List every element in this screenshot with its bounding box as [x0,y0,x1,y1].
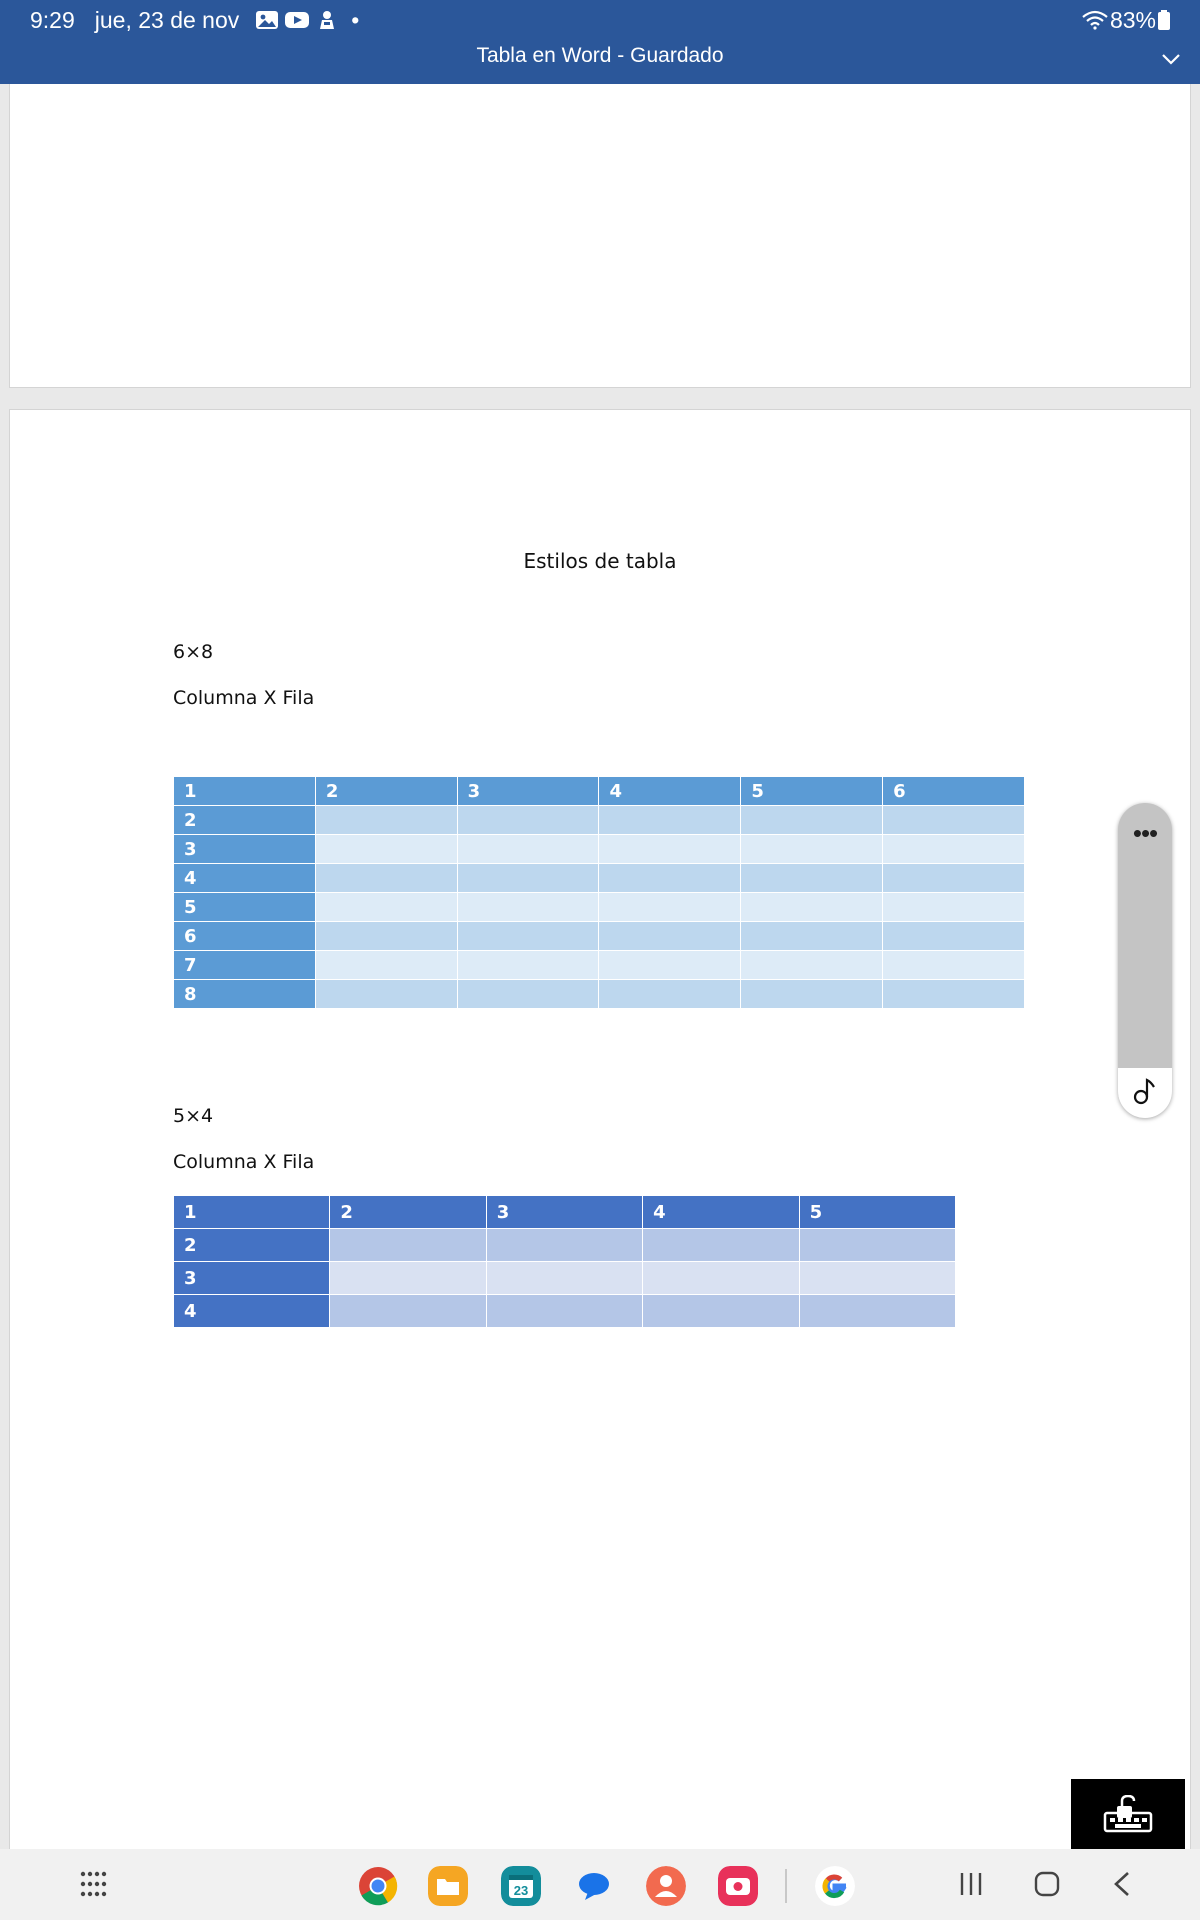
table-cell[interactable] [883,806,1025,835]
table-cell[interactable] [457,893,599,922]
table-row [174,922,1025,951]
table-cell[interactable] [741,980,883,1009]
table-cell[interactable] [741,922,883,951]
messages-icon[interactable] [574,1866,614,1906]
table-cell[interactable] [741,864,883,893]
table-cell[interactable] [883,951,1025,980]
table-cell[interactable] [315,951,457,980]
table-cell[interactable] [799,1229,955,1262]
table-row [174,835,1025,864]
first-column-cell[interactable]: 3 [174,1262,330,1295]
more-notifications-dot: • [351,6,360,33]
table-cell[interactable] [741,806,883,835]
table-cell[interactable] [457,835,599,864]
table-cell[interactable] [799,1262,955,1295]
taskbar [0,1849,1200,1920]
table-cell[interactable] [799,1295,955,1328]
table-cell[interactable] [599,893,741,922]
status-bar [30,4,359,36]
table-cell[interactable] [741,835,883,864]
calendar-day: 23 [513,1883,529,1898]
table-cell[interactable] [643,1295,799,1328]
edge-panel-handle[interactable] [1118,803,1172,1118]
header-cell[interactable]: 3 [486,1196,642,1229]
header-cell[interactable]: 1 [174,1196,330,1229]
status-date: jue, 23 de nov [94,6,240,33]
table-cell[interactable] [486,1229,642,1262]
table2-size-label: 5×4 [173,1105,214,1127]
table-row [174,1262,956,1295]
back-button[interactable] [1112,1871,1132,1897]
title-bar [0,0,1200,84]
table-cell[interactable] [599,922,741,951]
chevron-down-icon[interactable] [1160,48,1182,70]
keyboard-icon [1101,1795,1155,1833]
table-cell[interactable] [741,893,883,922]
youtube-icon [285,10,309,30]
table-cell[interactable] [457,922,599,951]
calendar-icon[interactable] [501,1866,541,1906]
wifi-icon [1082,10,1108,30]
first-column-cell[interactable]: 7 [174,951,316,980]
document-heading: Estilos de tabla [523,549,677,573]
header-cell[interactable]: 4 [599,777,741,806]
first-column-cell[interactable]: 3 [174,835,316,864]
table-cell[interactable] [315,980,457,1009]
table-row [174,951,1025,980]
battery-icon [1158,10,1170,30]
table-cell[interactable] [315,806,457,835]
header-cell[interactable]: 3 [457,777,599,806]
table-cell[interactable] [315,893,457,922]
table-cell[interactable] [599,835,741,864]
table-cell[interactable] [315,864,457,893]
table-row [174,980,1025,1009]
document-page-1[interactable] [9,84,1191,388]
table-cell[interactable] [599,806,741,835]
recent-apps-button[interactable] [958,1871,984,1897]
first-column-cell[interactable]: 8 [174,980,316,1009]
table-row [174,1229,956,1262]
table-cell[interactable] [457,980,599,1009]
table-cell[interactable] [315,835,457,864]
first-column-cell[interactable]: 2 [174,806,316,835]
table-cell[interactable] [643,1229,799,1262]
table-cell[interactable] [330,1262,486,1295]
document-title[interactable]: Tabla en Word - Guardado [476,44,724,67]
header-cell[interactable]: 5 [799,1196,955,1229]
header-cell[interactable]: 1 [174,777,316,806]
table-header-row [174,1196,956,1229]
first-column-cell[interactable]: 4 [174,864,316,893]
status-right [1082,4,1170,36]
table-cell[interactable] [457,864,599,893]
first-column-cell[interactable]: 5 [174,893,316,922]
header-cell[interactable]: 4 [643,1196,799,1229]
table-cell[interactable] [883,922,1025,951]
table-cell[interactable] [883,835,1025,864]
taskbar-divider [785,1869,787,1903]
table1-orientation-label: Columna X Fila [173,687,315,709]
header-cell[interactable]: 5 [741,777,883,806]
apps-grid-icon[interactable] [80,1871,108,1899]
table-cell[interactable] [330,1229,486,1262]
table-cell[interactable] [330,1295,486,1328]
table-cell[interactable] [457,951,599,980]
table2-orientation-label: Columna X Fila [173,1151,315,1173]
header-cell[interactable]: 2 [315,777,457,806]
pen-icon [1132,1076,1158,1106]
table-5x4[interactable] [173,1195,956,1328]
table-cell[interactable] [883,893,1025,922]
table-cell[interactable] [599,864,741,893]
gallery-icon [255,10,279,30]
table-6x8[interactable] [173,776,1025,1009]
table-cell[interactable] [315,922,457,951]
google-icon[interactable] [815,1866,855,1906]
table-row [174,893,1025,922]
home-button[interactable] [1034,1871,1060,1897]
table-row [174,806,1025,835]
first-column-cell[interactable]: 4 [174,1295,330,1328]
table-header-row [174,777,1025,806]
screen-recorder-icon[interactable] [718,1866,758,1906]
assistant-icon [315,10,339,30]
table-cell[interactable] [599,951,741,980]
table-row [174,1295,956,1328]
table1-size-label: 6×8 [173,641,214,663]
contacts-icon[interactable] [646,1866,686,1906]
table-row [174,864,1025,893]
table-cell[interactable] [643,1262,799,1295]
header-cell[interactable]: 2 [330,1196,486,1229]
first-column-cell[interactable]: 6 [174,922,316,951]
document-page-2[interactable] [9,409,1191,1851]
status-time: 9:29 [30,6,75,33]
header-cell[interactable]: 6 [883,777,1025,806]
keyboard-toggle-button[interactable] [1071,1779,1185,1849]
table-cell[interactable] [883,864,1025,893]
first-column-cell[interactable]: 2 [174,1229,330,1262]
table-cell[interactable] [599,980,741,1009]
table-cell[interactable] [741,951,883,980]
table-cell[interactable] [457,806,599,835]
chrome-icon[interactable] [358,1866,398,1906]
table-cell[interactable] [486,1295,642,1328]
table-cell[interactable] [883,980,1025,1009]
battery-percent: 83% [1109,6,1156,33]
more-options-icon[interactable]: ••• [1132,818,1158,848]
table-cell[interactable] [486,1262,642,1295]
files-icon[interactable] [428,1866,468,1906]
